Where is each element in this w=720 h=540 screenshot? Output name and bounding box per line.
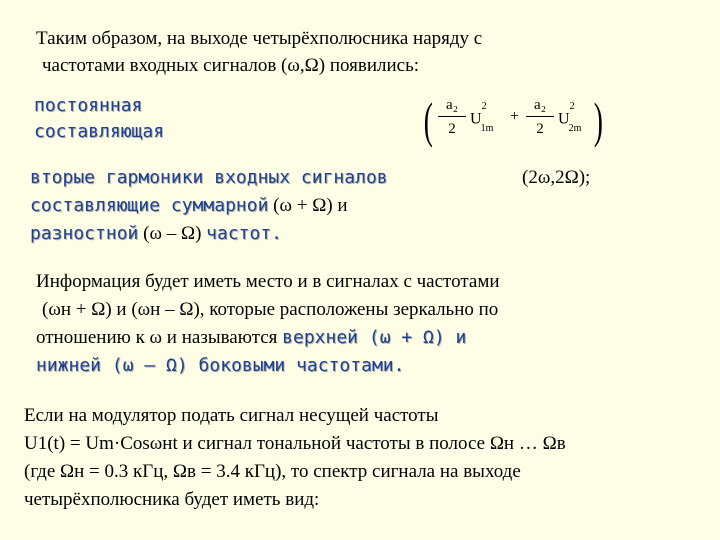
modulator-line-3: (где Ωн = 0.3 кГц, Ωв = 3.4 кГц), то спектр сигнала на выходе [24,461,521,482]
intro-line-1: Таким образом, на выходе четырёхполюсника наряду с [36,28,483,49]
dc-formula [423,92,603,148]
info-line-3 [36,326,466,350]
info-line-1: Информация будет иметь место и в сигналах с частотами [36,271,500,292]
term-1: $U^2_{1m}$ [470,101,494,134]
left-paren: ( [423,92,433,148]
modulator-line-4: четырёхполюсника будет иметь вид: [24,489,320,510]
sum-label: составляющие суммарной [30,195,269,216]
fraction-2-denominator: 2 [536,121,544,137]
info-line-3-text: отношению к ω и называются [36,327,283,348]
fraction-1 [438,96,466,139]
difference-expression: (ω – Ω) [138,223,207,244]
difference-label: разностной [30,223,139,244]
fraction-2 [526,96,554,139]
modulator-line-1: Если на модулятор подать сигнал несущей частоты [24,405,439,426]
fraction-1-numerator: a₂ [446,97,458,113]
right-paren: ) [593,92,603,148]
dc-label-line-2: составляющая [34,121,165,142]
intro-line-2: частотами входных сигналов (ω,Ω) появились: [42,55,420,76]
modulator-line-2: U1(t) = Um·Cosωнt и сигнал тональной частоты в полосе Ωн … Ωв [24,433,566,454]
upper-sideband-label: верхней (ω + Ω) и [282,327,467,348]
sum-expression: (ω + Ω) и [268,195,348,216]
lower-sideband-label: нижней (ω – Ω) боковыми частотами. [36,355,405,376]
difference-line [30,222,282,246]
term-2: $U^2_{2m}$ [558,101,582,134]
plus-sign: + [510,108,520,125]
harmonics-value: (2ω,2Ω); [522,167,591,188]
frequencies-word: частот. [206,223,283,244]
dc-label-line-1: постоянная [34,95,143,116]
info-line-2: (ωн + Ω) и (ωн – Ω), которые расположены зеркально по [42,299,499,320]
sum-line [30,194,348,218]
harmonics-label: вторые гармоники входных сигналов [30,167,388,188]
fraction-2-numerator: a₂ [534,97,546,113]
fraction-1-denominator: 2 [448,121,456,137]
